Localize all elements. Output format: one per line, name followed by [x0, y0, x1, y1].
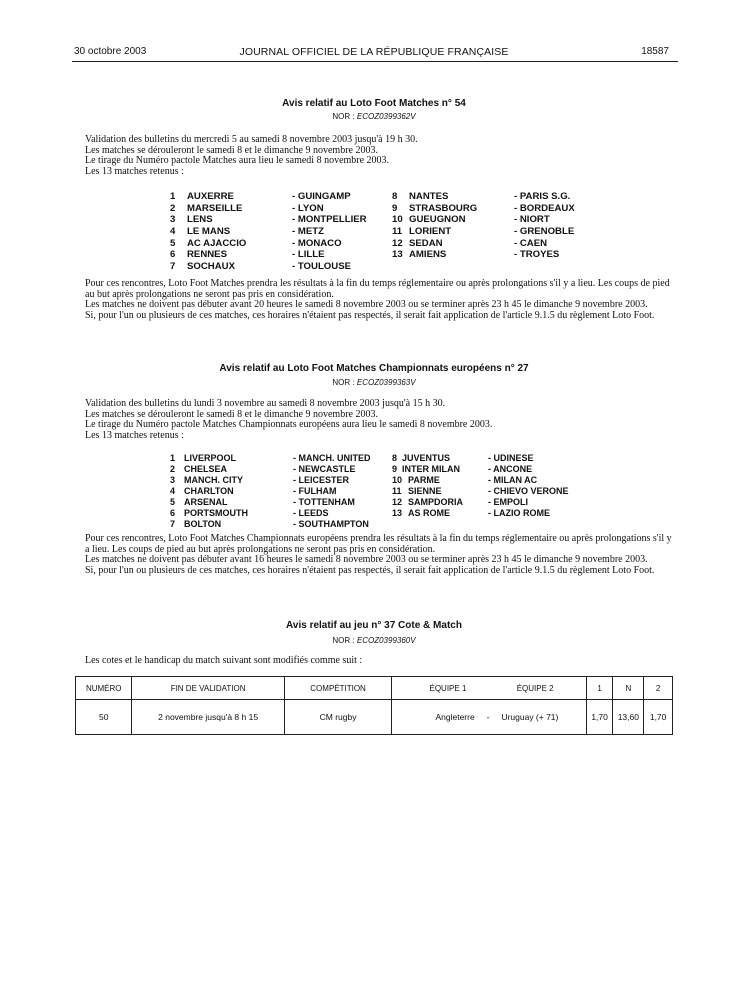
note-paragraph: Pour ces rencontres, Loto Foot Matches prendra les résultats à la fin du temps réglementaire ou après prolongations s'il y a lieu. Les coups de pied au but après prolongations ne seront pas pris en considération. — [85, 278, 670, 300]
intro-line: Les 13 matches retenus : — [85, 429, 184, 441]
match-away: - PARIS S.G. — [514, 191, 571, 202]
note-paragraph: Si, pour l'un ou plusieurs de ces matches, ces horaires n'étaient pas respectés, il serait fait application de l'article 9.1.5 du règlement Loto Foot. — [85, 564, 655, 576]
match-away: - NIORT — [514, 214, 550, 226]
match-away: - BORDEAUX — [514, 202, 575, 214]
match-home: INTER MILAN — [402, 464, 460, 474]
intro-line: Les matches se dérouleront le samedi 8 et le dimanche 9 novembre 2003. — [85, 144, 378, 156]
match-number: 7 — [170, 519, 176, 529]
match-away: - CAEN — [514, 237, 548, 249]
cell-equipes — [392, 700, 586, 735]
match-number: 5 — [170, 497, 176, 507]
match-away: - METZ — [292, 226, 324, 238]
match-number: 7 — [170, 261, 176, 273]
match-away: - UDINESE — [488, 453, 534, 463]
intro-line: Les matches se dérouleront le samedi 8 et le dimanche 9 novembre 2003. — [85, 408, 378, 420]
match-number: 3 — [170, 214, 176, 226]
match-number: 12 — [392, 497, 403, 507]
intro-line: Validation des bulletins du mercredi 5 au samedi 8 novembre 2003 jusqu'à 19 h 30. — [85, 134, 418, 145]
match-number: 1 — [170, 191, 176, 202]
col-equipe1-header: ÉQUIPE 1 — [429, 683, 467, 693]
match-number: 5 — [170, 237, 176, 249]
header-date: 30 octobre 2003 — [74, 46, 147, 57]
cell-competition: CM rugby — [284, 700, 392, 735]
match-away: - GUINGAMP — [292, 191, 351, 202]
match-number: 10 — [392, 214, 403, 226]
cell-cote-n: 13,60 — [613, 700, 644, 735]
match-home: AS ROME — [408, 508, 451, 518]
nor-code: ECOZ0399360V — [356, 636, 416, 645]
match-number: 2 — [170, 202, 176, 214]
cell-separator: - — [486, 712, 490, 722]
section-2-intro — [85, 399, 677, 441]
header-journal-title: JOURNAL OFFICIEL DE LA RÉPUBLIQUE FRANÇAISE — [239, 46, 509, 58]
section-1-notes — [85, 279, 677, 321]
match-number: 13 — [392, 249, 403, 261]
cell-cote-2: 1,70 — [644, 700, 673, 735]
match-home: MANCH. CITY — [184, 475, 243, 485]
section-1-nor — [0, 112, 748, 121]
cell-cote-1: 1,70 — [586, 700, 613, 735]
section-1-title: Avis relatif au Loto Foot Matches n° 54 — [282, 98, 466, 109]
section-2-notes — [85, 534, 677, 576]
match-away: - EMPOLI — [488, 497, 528, 507]
intro-line: Les 13 matches retenus : — [85, 165, 184, 177]
match-home: GUEUGNON — [409, 214, 466, 226]
match-number: 9 — [392, 464, 398, 474]
col-n-header: N — [613, 677, 644, 700]
cell-fin: 2 novembre jusqu'à 8 h 15 — [132, 700, 284, 735]
match-number: 8 — [392, 453, 398, 463]
match-home: PORTSMOUTH — [184, 508, 248, 518]
nor-label: NOR : — [332, 112, 355, 121]
match-home: LIVERPOOL — [184, 453, 237, 463]
match-number: 10 — [392, 475, 403, 485]
match-number: 1 — [170, 453, 176, 463]
col-equipes-header — [392, 677, 586, 700]
section-3-nor — [0, 636, 748, 645]
match-home: LENS — [187, 214, 213, 226]
match-away: - LILLE — [292, 249, 325, 261]
match-home: STRASBOURG — [409, 202, 478, 214]
match-number: 3 — [170, 475, 176, 485]
match-home: LE MANS — [187, 226, 231, 238]
nor-code: ECOZ0399362V — [356, 112, 416, 121]
col-fin-header: FIN DE VALIDATION — [132, 677, 284, 700]
header-rule — [72, 61, 678, 62]
match-home: SIENNE — [408, 486, 442, 496]
note-paragraph: Si, pour l'un ou plusieurs de ces matches, ces horaires n'étaient pas respectés, il serait fait application de l'article 9.1.5 du règlement Loto Foot. — [85, 309, 655, 321]
nor-label: NOR : — [332, 636, 355, 645]
header-page-number: 18587 — [641, 46, 669, 57]
match-home: SAMPDORIA — [408, 497, 464, 507]
match-away: - TOULOUSE — [292, 261, 351, 273]
match-home: LORIENT — [409, 226, 452, 238]
match-home: ARSENAL — [184, 497, 228, 507]
match-home: NANTES — [409, 191, 449, 202]
match-home: JUVENTUS — [402, 453, 451, 463]
col-equipe2-header: ÉQUIPE 2 — [516, 683, 554, 693]
match-home: RENNES — [187, 249, 227, 261]
match-number: 11 — [392, 226, 403, 238]
match-home: AC AJACCIO — [187, 237, 247, 249]
match-number: 4 — [170, 486, 176, 496]
section-3-intro — [85, 656, 677, 667]
match-number: 9 — [392, 202, 398, 214]
match-away: - MANCH. UNITED — [293, 453, 371, 463]
match-number: 13 — [392, 508, 403, 518]
match-home: SEDAN — [409, 237, 443, 249]
match-number: 8 — [392, 191, 398, 202]
match-away: - LYON — [292, 202, 324, 214]
col-2-header: 2 — [644, 677, 673, 700]
match-number: 4 — [170, 226, 176, 238]
match-home: AUXERRE — [187, 191, 234, 202]
match-home: CHELSEA — [184, 464, 228, 474]
match-away: - NEWCASTLE — [293, 464, 356, 474]
cell-equipe2: Uruguay (+ 71) — [501, 712, 559, 722]
cote-match-table — [75, 676, 673, 735]
match-away: - CHIEVO VERONE — [488, 486, 569, 496]
col-numero-header: NUMÉRO — [76, 677, 132, 700]
match-away: - TOTTENHAM — [293, 497, 355, 507]
nor-label: NOR : — [332, 378, 355, 387]
match-away: - ANCONE — [488, 464, 533, 474]
match-home: AMIENS — [409, 249, 447, 261]
match-home: CHARLTON — [184, 486, 234, 496]
match-number: 12 — [392, 237, 403, 249]
match-number: 6 — [170, 508, 176, 518]
col-competition-header: COMPÉTITION — [284, 677, 392, 700]
match-home: PARME — [408, 475, 440, 485]
match-home: SOCHAUX — [187, 261, 235, 273]
match-home: BOLTON — [184, 519, 222, 529]
intro-line: Le tirage du Numéro pactole Matches Championnats européens aura lieu le samedi 8 novembre 2003. — [85, 419, 493, 431]
match-number: 2 — [170, 464, 176, 474]
table-header-row — [76, 677, 673, 700]
cell-numero: 50 — [76, 700, 132, 735]
table-row — [76, 700, 673, 735]
match-away: - LEEDS — [293, 508, 329, 518]
match-away: - SOUTHAMPTON — [293, 519, 369, 529]
match-away: - TROYES — [514, 249, 560, 261]
intro-line: Le tirage du Numéro pactole Matches aura lieu le samedi 8 novembre 2003. — [85, 155, 390, 167]
intro-line: Les cotes et le handicap du match suivant sont modifiés comme suit : — [85, 655, 363, 666]
match-away: - LEICESTER — [293, 475, 350, 485]
nor-code: ECOZ0399363V — [356, 378, 416, 387]
intro-line: Validation des bulletins du lundi 3 novembre au samedi 8 novembre 2003 jusqu'à 15 h 30. — [85, 398, 446, 409]
section-3-title: Avis relatif au jeu n° 37 Cote & Match — [286, 620, 462, 631]
section-2-nor — [0, 378, 748, 387]
match-home: MARSEILLE — [187, 202, 243, 214]
note-paragraph: Pour ces rencontres, Loto Foot Matches Championnats européens prendra les résultats à la fin du temps réglementaire ou après prolongations s'il y a lieu. Les coups de pied au but après prolongations ne seront pas pris en considération. — [85, 533, 672, 555]
match-away: - GRENOBLE — [514, 226, 575, 238]
note-paragraph: Les matches ne doivent pas débuter avant 20 heures le samedi 8 novembre 2003 ou se terminer après 23 h 45 le dimanche 9 novembre 2003. — [85, 299, 648, 311]
match-away: - LAZIO ROME — [488, 508, 550, 518]
section-1-intro — [85, 135, 677, 177]
section-2-title: Avis relatif au Loto Foot Matches Championnats européens n° 27 — [219, 363, 529, 374]
match-number: 6 — [170, 249, 176, 261]
match-number: 11 — [392, 486, 402, 496]
match-away: - FULHAM — [293, 486, 337, 496]
col-1-header: 1 — [586, 677, 613, 700]
match-away: - MONACO — [292, 237, 342, 249]
note-paragraph: Les matches ne doivent pas débuter avant 16 heures le samedi 8 novembre 2003 ou se terminer après 23 h 45 le dimanche 9 novembre 2003. — [85, 554, 648, 566]
match-away: - MONTPELLIER — [292, 214, 367, 226]
cell-equipe1: Angleterre — [435, 712, 475, 722]
match-away: - MILAN AC — [488, 475, 538, 485]
